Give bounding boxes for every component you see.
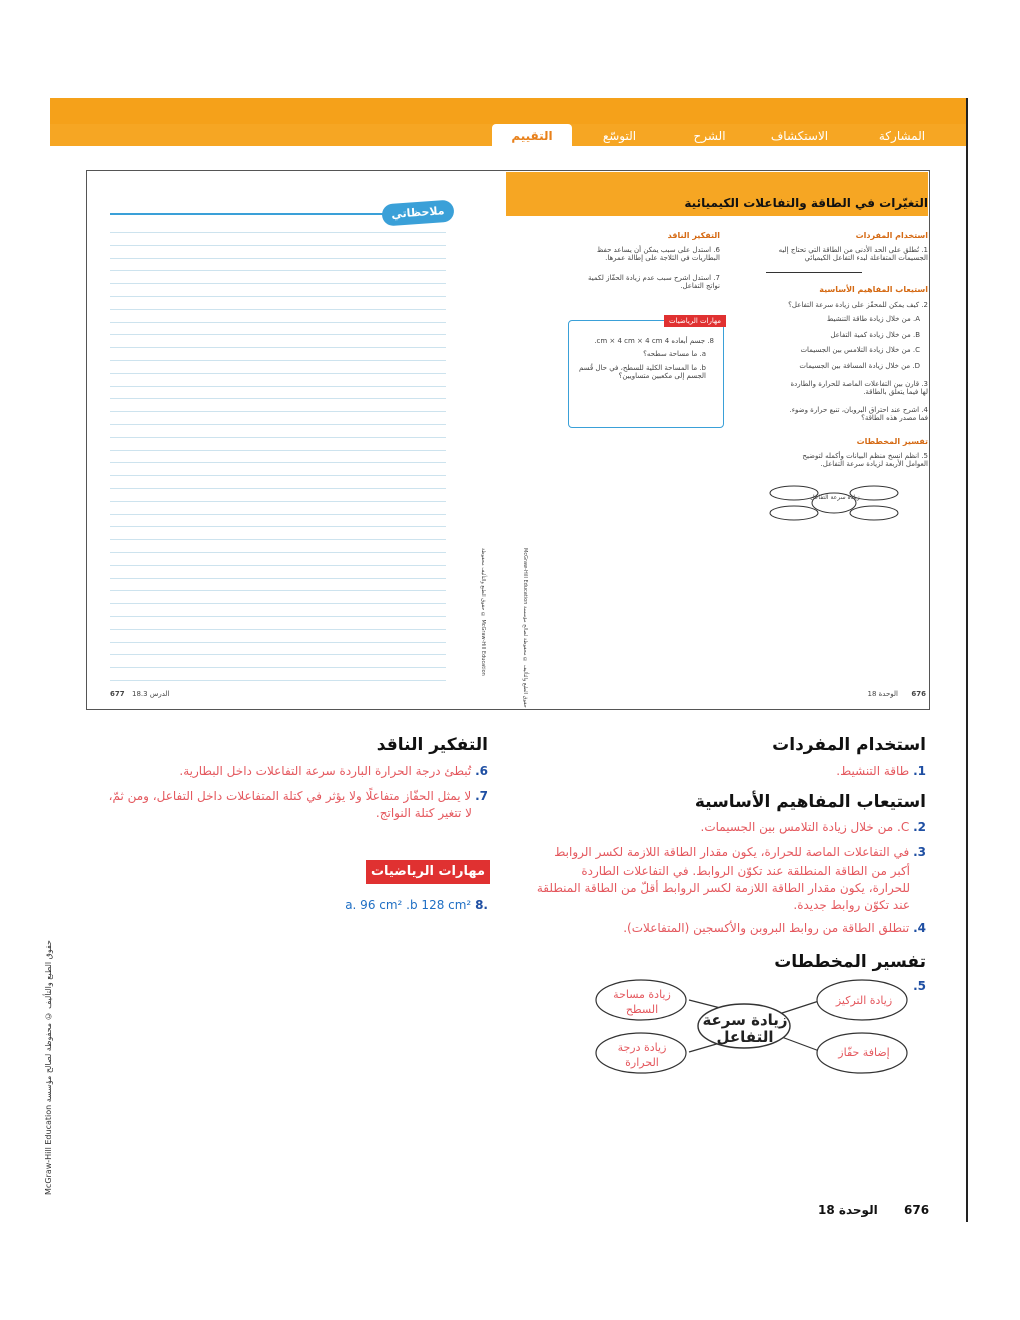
r-math-badge: مهارات الرياضيات <box>664 315 726 327</box>
notes-line <box>110 398 446 399</box>
footer-unit: الوحدة 18 <box>818 1203 878 1217</box>
notes-line <box>110 270 446 271</box>
notes-line <box>110 386 446 387</box>
answer-8: a. 96 cm² .b 128 cm² 8. <box>345 898 488 912</box>
r-footer-right-unit: الوحدة 18 <box>867 690 898 698</box>
notes-line <box>110 334 446 335</box>
math-skills-badge: مهارات الرياضيات <box>366 860 490 884</box>
notes-line <box>110 309 446 310</box>
tab-explain[interactable]: الشرح <box>693 129 726 143</box>
answer-4: 4. تنطلق الطاقة من روابط البروبن والأكسجين (المتفاعلات). <box>623 921 926 935</box>
answer-3-line-2: أكبر من الطاقة المنطلقة عند تكوّن الروابط. في التفاعلات الطاردة <box>581 864 910 878</box>
notes-badge: ملاحظاتي <box>381 200 454 227</box>
r-q3: 3. قارن بين التفاعلات الماصة للحرارة والطاردة لها فيما يتعلق بالطاقة. <box>790 380 928 396</box>
r-q5: 5. انظم انسخ منظم البيانات وأكمله لتوضيح العوامل الأربعة لزيادة سرعة التفاعل. <box>802 452 928 468</box>
r-q2c: C. من خلال زيادة التلامس بين الجسيمات <box>800 346 920 354</box>
notes-rule <box>110 213 390 215</box>
tab-explore[interactable]: الاستكشاف <box>770 129 829 143</box>
r-q2: 2. كيف يمكن للمحفّز على زيادة سرعة التفاعل؟ <box>788 301 928 309</box>
reduced-title: التغيّرات في الطاقة والتفاعلات الكيميائية <box>684 196 928 210</box>
r-use-vocab: استخدام المفردات <box>855 231 928 240</box>
page-edge-rule <box>966 98 968 1222</box>
notes-line <box>110 514 446 515</box>
notes-line <box>110 654 446 655</box>
footer-page-number: 676 <box>904 1203 930 1217</box>
notes-line <box>110 488 446 489</box>
r-q8: 8. جسم أبعاده 4 cm × 4 cm × 4 cm. <box>594 337 714 345</box>
r-q6: 6. استدل على سبب يمكن أن يساعد حفظ البطاريات في الثلاجة على إطالة عمرها. <box>596 246 720 262</box>
notes-line <box>110 322 446 323</box>
r-vertical-credit-1: McGraw-Hill Education © حقوق الطبع والتأليف محفوظة <box>480 548 486 676</box>
r-organizer-diagram <box>764 480 904 526</box>
answer-3-line-4: عند تكوّن روابط جديدة. <box>793 898 910 912</box>
r-q4: 4. اشرح عند احتراق البروبان، تنبع حرارة وضوء. فما مصدر هذه الطاقة؟ <box>789 406 928 422</box>
r-q2a: A. من خلال زيادة طاقة التنشيط <box>826 315 920 323</box>
diagram-bl-label: زيادة درجة الحرارة <box>617 1041 667 1069</box>
notes-line <box>110 565 446 566</box>
diagram-tr-label: زيادة التركيز <box>835 994 893 1007</box>
notes-line <box>110 680 446 681</box>
tab-engage[interactable]: المشاركة <box>878 129 926 143</box>
diagram-tl-label: زيادة مساحة السطح <box>613 988 671 1016</box>
r-q2d: D. من خلال زيادة المسافة بين الجسيمات <box>799 362 920 370</box>
answer-3-line-3: للحرارة، يكون مقدار الطاقة اللازمة لكسر الروابط أقلّ من الطاقة المنطلقة <box>536 881 910 895</box>
notes-line <box>110 347 446 348</box>
notes-line <box>110 539 446 540</box>
notes-line <box>110 373 446 374</box>
use-vocab-heading: استخدام المفردات <box>772 735 926 755</box>
notes-line <box>110 578 446 579</box>
tab-elaborate[interactable]: التوسّع <box>602 129 637 143</box>
notes-line <box>110 296 446 297</box>
notes-line <box>110 360 446 361</box>
r-q8a: a. ما مساحة سطحه؟ <box>643 350 706 358</box>
notes-line <box>110 258 446 259</box>
notes-line <box>110 245 446 246</box>
r-footer-left-page: 677 <box>110 690 125 698</box>
r-bubble-bl <box>770 506 818 520</box>
notes-line <box>110 629 446 630</box>
r-diagram-center: زيادة سرعة التفاعل <box>810 494 860 501</box>
r-diagrams: تفسير المخططات <box>856 437 928 446</box>
r-q7: 7. استدل اشرح سبب عدم زيادة الحفّاز لكمية نواتج التفاعل. <box>588 274 720 290</box>
vertical-copyright: حقوق الطبع والتأليف © محفوظة لصالح مؤسسة McGraw-Hill Education <box>44 940 53 1195</box>
diagram-br-label: إضافة حفّاز <box>838 1046 890 1059</box>
answer-3: 3. في التفاعلات الماصة للحرارة، يكون مقدار الطاقة اللازمة لكسر الروابط <box>554 845 926 859</box>
r-answer-line <box>766 272 862 273</box>
r-q1: 1. تُطلق على الحد الأدنى من الطاقة التي تحتاج إليه الجسيمات المتفاعلة لبدء التفاعل الكيميائي <box>778 246 928 262</box>
notes-line <box>110 283 446 284</box>
r-concepts: استيعاب المفاهيم الأساسية <box>819 285 928 294</box>
notes-line <box>110 450 446 451</box>
r-bubble-br <box>850 506 898 520</box>
notes-line <box>110 667 446 668</box>
diagrams-heading: تفسير المخططات <box>774 952 926 972</box>
r-q2b: B. من خلال زيادة كمية التفاعل <box>830 331 920 339</box>
notes-line <box>110 424 446 425</box>
critical-heading: التفكير الناقد <box>376 735 488 755</box>
notes-line <box>110 232 446 233</box>
lesson-tabs <box>52 124 966 148</box>
notes-line <box>110 475 446 476</box>
r-vertical-credit-2: حقوق الطبع والتأليف © محفوظة لصالح مؤسسة McGraw-Hill Education <box>522 548 528 708</box>
answer-5-number: 5. <box>913 979 926 993</box>
tab-evaluate[interactable]: التقييم <box>492 124 572 148</box>
notes-line <box>110 603 446 604</box>
notes-line <box>110 462 446 463</box>
notes-line <box>110 616 446 617</box>
notes-line <box>110 590 446 591</box>
diagram-center-label: زيادة سرعة التفاعل <box>702 1011 788 1046</box>
answer-2: 2. C. من خلال زيادة التلامس بين الجسيمات. <box>700 820 926 834</box>
r-critical: التفكير الناقد <box>667 231 720 240</box>
notes-line <box>110 411 446 412</box>
answer-6: 6. تُبطئ درجة الحرارة الباردة سرعة التفاعلات داخل البطارية. <box>179 764 488 778</box>
answer-7-line-2: لا تتغير كتلة النواتج. <box>375 806 472 820</box>
notes-line <box>110 501 446 502</box>
answer-7: 7. لا يمثل الحفّاز متفاعلًا ولا يؤثر في كتلة المتفاعلات داخل التفاعل، ومن ثمّ، <box>108 789 488 803</box>
r-footer-right-page: 676 <box>911 690 926 698</box>
notes-line <box>110 642 446 643</box>
notes-line <box>110 437 446 438</box>
notes-line <box>110 552 446 553</box>
r-q8b: b. ما المساحة الكلية للسطح، في حال قُسم الجسم إلى مكعبين متساويين؟ <box>578 364 706 380</box>
notes-line <box>110 526 446 527</box>
concepts-heading: استيعاب المفاهيم الأساسية <box>694 792 926 812</box>
r-footer-left-lesson: الدرس 18.3 <box>132 690 170 698</box>
answer-1: 1. طاقة التنشيط. <box>836 764 926 778</box>
